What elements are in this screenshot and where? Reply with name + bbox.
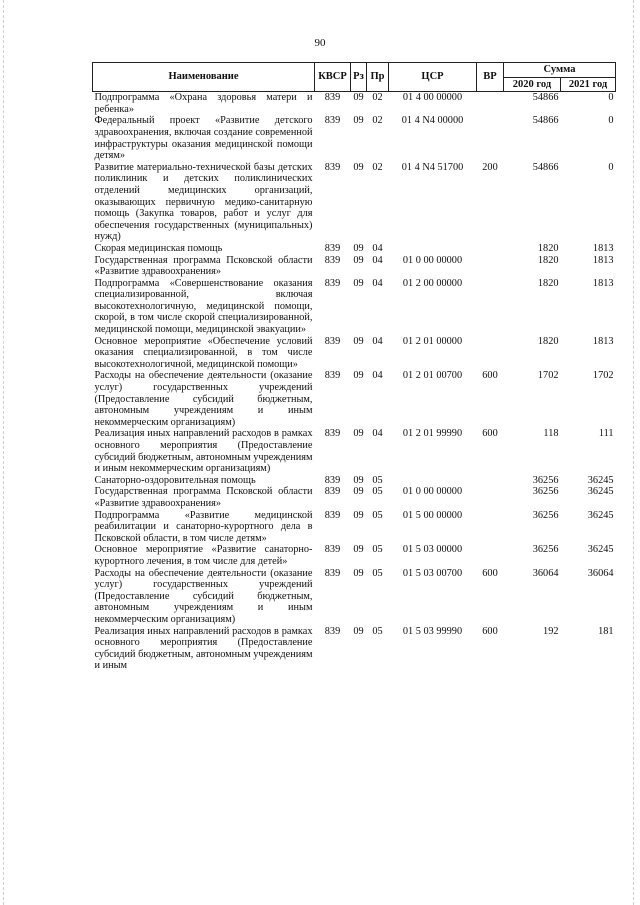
row-amount-2020: 1820 xyxy=(537,335,559,347)
row-vr xyxy=(477,243,504,255)
row-amount-2021: 1813 xyxy=(592,277,614,289)
row-amount-2020: 1702 xyxy=(537,370,559,382)
row-vr: 600 xyxy=(482,625,498,637)
row-pr: 04 xyxy=(372,370,383,382)
table-row xyxy=(93,544,616,567)
row-kvsr: 839 xyxy=(324,92,341,104)
table-row xyxy=(93,626,616,672)
row-csr: 01 2 01 00000 xyxy=(402,335,463,347)
header-sum: Сумма xyxy=(504,63,616,78)
row-pr: 05 xyxy=(372,544,383,556)
row-rz: 09 xyxy=(353,161,364,173)
table-body xyxy=(93,92,616,672)
row-name: Государственная программа Псковской области «Развитие здравоохранения» xyxy=(94,254,313,278)
table-row xyxy=(93,568,616,626)
row-kvsr: 839 xyxy=(324,544,341,556)
page-number: 90 xyxy=(314,37,326,49)
row-pr: 04 xyxy=(372,335,383,347)
table-row xyxy=(93,510,616,545)
row-amount-2021: 36245 xyxy=(587,474,614,486)
row-name: Расходы на обеспечение деятельности (оказание услуг) государственных учреждений (Предоставление субсидий бюджетным, автономным учреждениям и иным некоммерческим организациям) xyxy=(94,370,313,428)
row-amount-2020: 54866 xyxy=(532,161,559,173)
row-rz: 09 xyxy=(353,242,364,254)
row-vr xyxy=(477,92,504,116)
row-kvsr: 839 xyxy=(324,486,341,498)
header-name: Наименование xyxy=(93,63,315,92)
row-vr xyxy=(477,544,504,567)
row-rz: 09 xyxy=(353,544,364,556)
row-pr: 05 xyxy=(372,625,383,637)
row-kvsr: 839 xyxy=(324,428,341,440)
row-csr: 01 4 00 00000 xyxy=(402,92,463,104)
row-name: Расходы на обеспечение деятельности (оказание услуг) государственных учреждений (Предоставление субсидий бюджетным, автономным учреждениям и иным некоммерческим организациям) xyxy=(94,567,313,625)
header-year-2021: 2021 год xyxy=(561,77,616,92)
row-amount-2020: 36064 xyxy=(532,567,559,579)
row-rz: 09 xyxy=(353,92,364,104)
row-rz: 09 xyxy=(353,115,364,127)
header-year-2020: 2020 год xyxy=(504,77,561,92)
row-amount-2021: 36245 xyxy=(587,544,614,556)
table-row xyxy=(93,428,616,474)
header-pr: Пр xyxy=(367,63,389,92)
row-csr: 01 5 00 00000 xyxy=(402,509,463,521)
header-kvsr: КВСР xyxy=(315,63,351,92)
row-rz: 09 xyxy=(353,335,364,347)
row-pr: 04 xyxy=(372,242,383,254)
row-pr: 02 xyxy=(372,161,383,173)
row-csr: 01 0 00 00000 xyxy=(402,254,463,266)
row-amount-2020: 54866 xyxy=(532,115,559,127)
row-amount-2020: 36256 xyxy=(532,544,559,556)
row-csr xyxy=(389,475,477,487)
row-kvsr: 839 xyxy=(324,625,341,637)
row-vr xyxy=(477,486,504,509)
row-csr: 01 2 01 99990 xyxy=(402,428,463,440)
table-header xyxy=(93,63,616,92)
row-kvsr: 839 xyxy=(324,254,341,266)
row-pr: 05 xyxy=(372,567,383,579)
row-kvsr: 839 xyxy=(324,335,341,347)
row-amount-2021: 0 xyxy=(608,115,614,127)
header-csr: ЦСР xyxy=(389,63,477,92)
row-pr: 04 xyxy=(372,428,383,440)
row-amount-2020: 1820 xyxy=(537,242,559,254)
row-kvsr: 839 xyxy=(324,242,341,254)
scan-edge-left xyxy=(3,0,4,905)
table-row xyxy=(93,92,616,116)
row-rz: 09 xyxy=(353,486,364,498)
row-csr: 01 2 00 00000 xyxy=(402,277,463,289)
row-rz: 09 xyxy=(353,474,364,486)
table-row xyxy=(93,475,616,487)
row-csr: 01 4 N4 51700 xyxy=(401,161,464,173)
row-amount-2020: 36256 xyxy=(532,474,559,486)
row-amount-2020: 54866 xyxy=(532,92,559,104)
row-amount-2021: 36245 xyxy=(587,509,614,521)
row-amount-2020: 118 xyxy=(543,428,559,440)
row-csr: 01 5 03 00000 xyxy=(402,544,463,556)
table-row xyxy=(93,243,616,255)
row-kvsr: 839 xyxy=(324,115,341,127)
row-pr: 02 xyxy=(372,92,383,104)
row-pr: 05 xyxy=(372,486,383,498)
row-rz: 09 xyxy=(353,567,364,579)
row-name: Подпрограмма «Охрана здоровья матери и ребенка» xyxy=(94,92,313,115)
row-name: Развитие материально-технической базы детских поликлиник и детских поликлинических отделений медицинских организаций, оказывающих первичную медико-санитарную помощь (Закупка товаров, работ и услуг для обеспечения государственных (муниципальных) нужд) xyxy=(94,161,313,243)
row-kvsr: 839 xyxy=(324,567,341,579)
row-pr: 05 xyxy=(372,474,383,486)
row-amount-2021: 181 xyxy=(598,625,614,637)
table-row xyxy=(93,336,616,371)
row-vr: 600 xyxy=(482,428,498,440)
row-amount-2021: 1813 xyxy=(592,335,614,347)
row-rz: 09 xyxy=(353,370,364,382)
row-pr: 04 xyxy=(372,254,383,266)
row-vr xyxy=(477,336,504,371)
row-rz: 09 xyxy=(353,277,364,289)
row-kvsr: 839 xyxy=(324,370,341,382)
budget-table xyxy=(92,62,616,672)
row-rz: 09 xyxy=(353,254,364,266)
row-amount-2020: 192 xyxy=(543,625,559,637)
row-amount-2021: 0 xyxy=(608,92,614,104)
row-name: Реализация иных направлений расходов в рамках основного мероприятия (Предоставление субсидий бюджетным, автономным учреждениям и иным xyxy=(94,625,313,672)
row-csr: 01 0 00 00000 xyxy=(402,486,463,498)
row-rz: 09 xyxy=(353,509,364,521)
row-csr: 01 5 03 99990 xyxy=(402,625,463,637)
row-kvsr: 839 xyxy=(324,161,341,173)
row-vr xyxy=(477,278,504,336)
row-kvsr: 839 xyxy=(324,509,341,521)
row-amount-2021: 111 xyxy=(598,428,614,440)
row-vr xyxy=(477,510,504,545)
header-vr: ВР xyxy=(477,63,504,92)
table-row xyxy=(93,486,616,509)
row-vr: 600 xyxy=(482,370,498,382)
row-rz: 09 xyxy=(353,428,364,440)
row-amount-2021: 1813 xyxy=(592,242,614,254)
row-vr: 600 xyxy=(482,567,498,579)
row-vr xyxy=(477,475,504,487)
scan-edge-right xyxy=(633,0,634,905)
row-csr xyxy=(389,243,477,255)
row-kvsr: 839 xyxy=(324,277,341,289)
row-amount-2021: 36064 xyxy=(587,567,614,579)
row-name: Скорая медицинская помощь xyxy=(94,242,223,254)
row-name: Подпрограмма «Развитие медицинской реабилитации и санаторно-курортного дела в Псковской области, в том числе детям» xyxy=(94,509,313,544)
row-csr: 01 5 03 00700 xyxy=(402,567,463,579)
table-row xyxy=(93,370,616,428)
row-name: Основное мероприятие «Обеспечение условий оказания специализированной, в том числе высокотехнологичной, медицинской помощи» xyxy=(94,335,313,370)
row-rz: 09 xyxy=(353,625,364,637)
row-name: Санаторно-оздоровительная помощь xyxy=(94,474,256,486)
row-amount-2020: 1820 xyxy=(537,277,559,289)
row-amount-2021: 36245 xyxy=(587,486,614,498)
table-row xyxy=(93,115,616,161)
row-amount-2021: 0 xyxy=(608,161,614,173)
row-pr: 02 xyxy=(372,115,383,127)
row-pr: 04 xyxy=(372,277,383,289)
row-name: Реализация иных направлений расходов в рамках основного мероприятия (Предоставление субсидий бюджетным, автономным учреждениям и иным некоммерческим организациям) xyxy=(94,428,313,475)
row-csr: 01 4 N4 00000 xyxy=(401,115,464,127)
row-name: Основное мероприятие «Развитие санаторно-курортного лечения, в том числе для детей» xyxy=(94,544,313,567)
row-vr: 200 xyxy=(482,161,498,173)
row-amount-2020: 1820 xyxy=(537,254,559,266)
row-csr: 01 2 01 00700 xyxy=(402,370,463,382)
row-name: Федеральный проект «Развитие детского здравоохранения, включая создание современной инфраструктуры оказания медицинской помощи детям» xyxy=(94,115,313,162)
row-amount-2021: 1813 xyxy=(592,254,614,266)
row-name: Государственная программа Псковской области «Развитие здравоохранения» xyxy=(94,486,313,509)
table-row xyxy=(93,255,616,278)
row-amount-2021: 1702 xyxy=(592,370,614,382)
table-row xyxy=(93,278,616,336)
row-name: Подпрограмма «Совершенствование оказания специализированной, включая высокотехнологичную, медицинской помощи, скорой, в том числе скорой специализированной, медицинской помощи, медицинской эвакуации» xyxy=(94,277,313,336)
row-amount-2020: 36256 xyxy=(532,509,559,521)
row-pr: 05 xyxy=(372,509,383,521)
row-vr xyxy=(477,115,504,161)
row-amount-2020: 36256 xyxy=(532,486,559,498)
row-vr xyxy=(477,255,504,278)
table-row xyxy=(93,162,616,243)
row-kvsr: 839 xyxy=(324,474,341,486)
header-rz: Рз xyxy=(351,63,367,92)
